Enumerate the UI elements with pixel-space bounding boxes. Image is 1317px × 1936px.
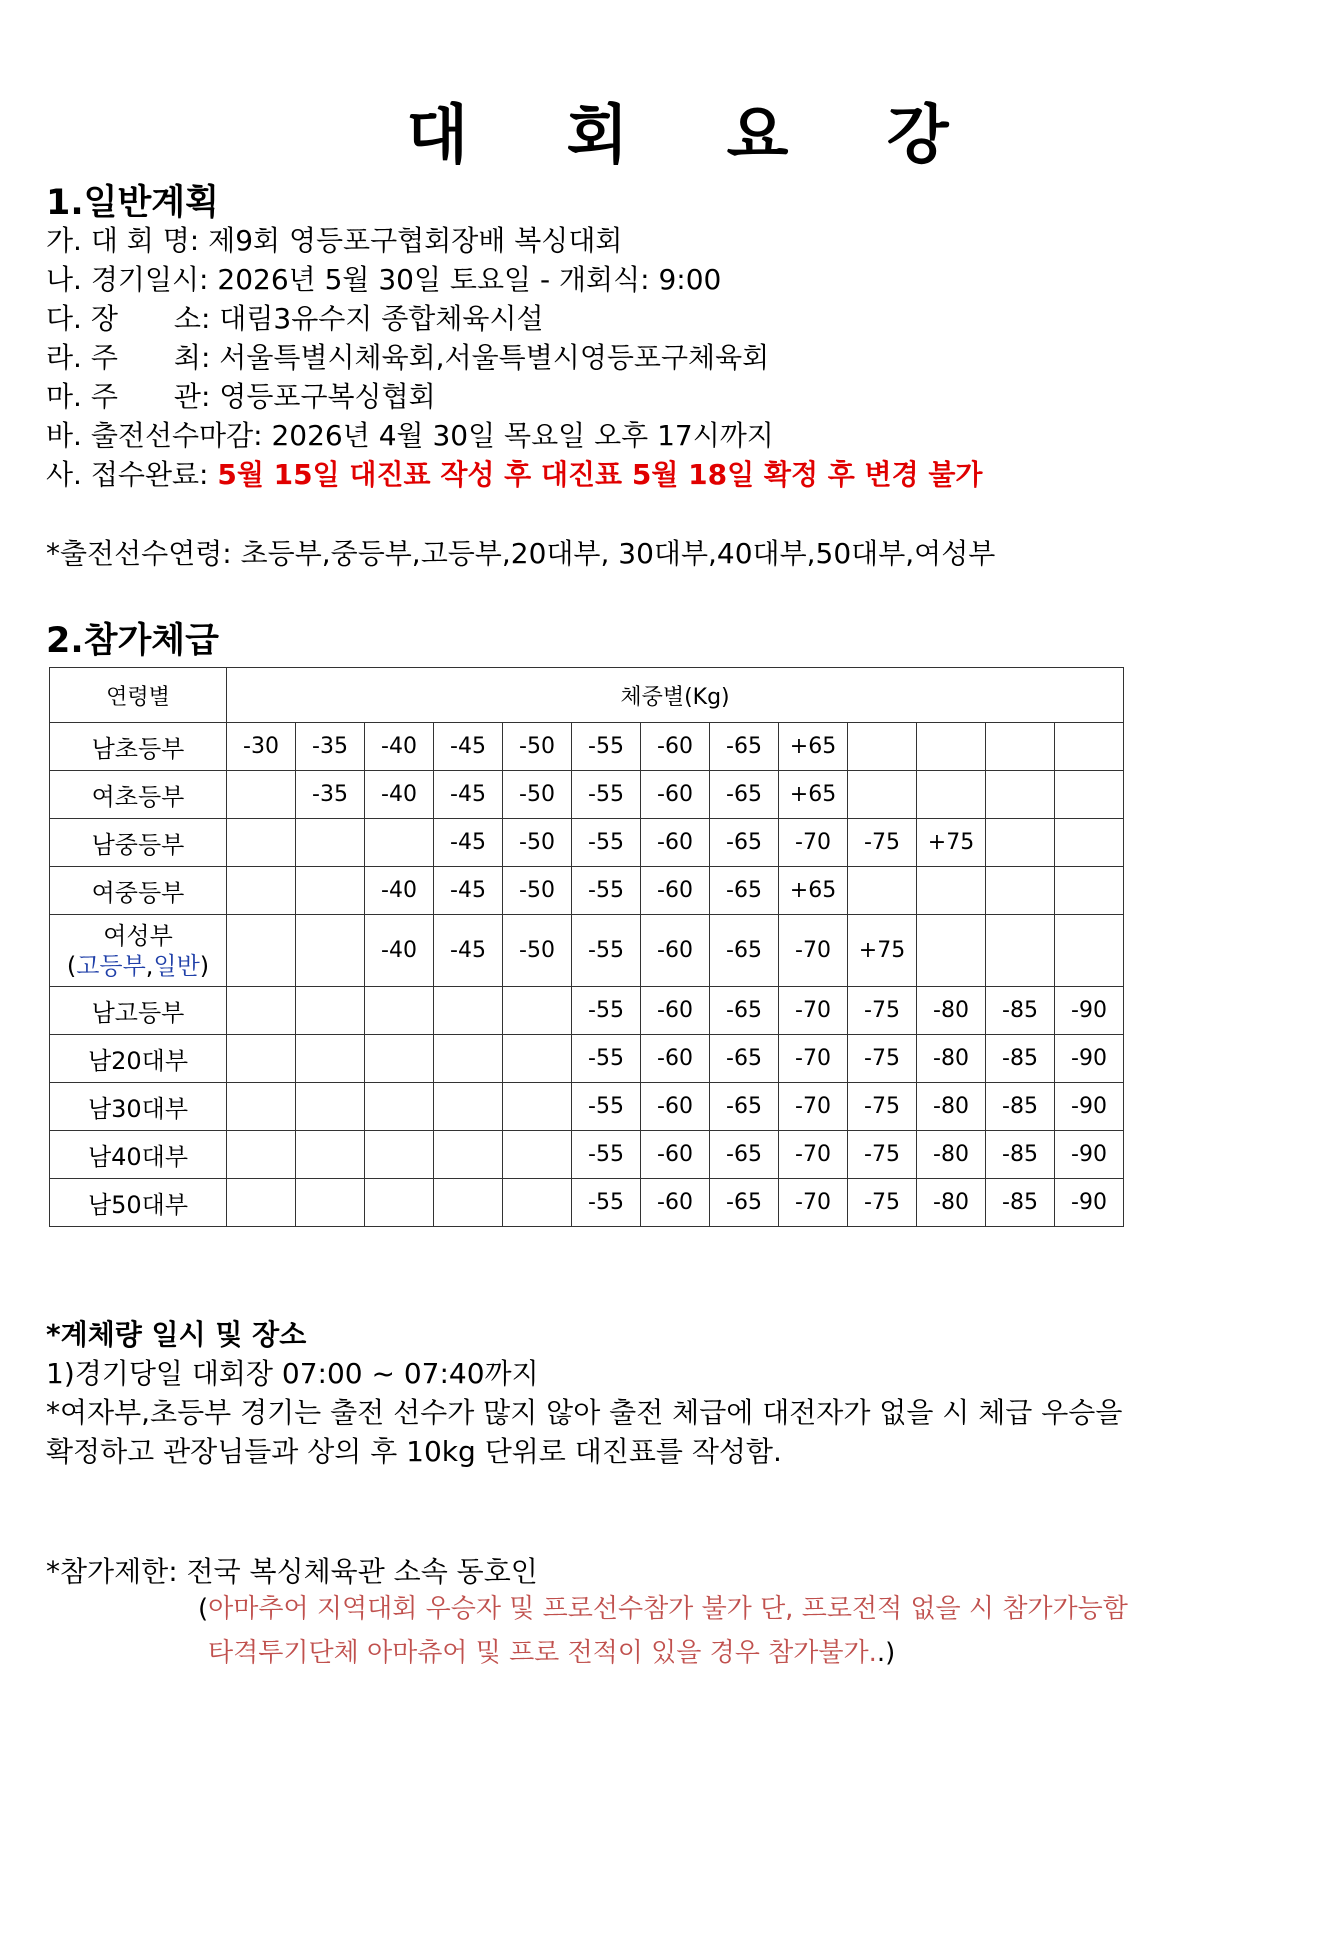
weight-cell (227, 771, 296, 819)
weight-cell (365, 1035, 434, 1083)
weight-cell: -85 (986, 1179, 1055, 1227)
section1-heading: 1.일반계획 (46, 183, 219, 223)
plan-label: 라. 주 최: (46, 341, 211, 374)
weight-cell: -60 (641, 987, 710, 1035)
weight-cell (917, 915, 986, 987)
weight-cell: -60 (641, 1083, 710, 1131)
restriction-note-text: 아마추어 지역대회 우승자 및 프로선수참가 불가 단, 프로전적 없을 시 참가가능함 (208, 1594, 1128, 1624)
weight-cell (917, 723, 986, 771)
weight-cell (434, 1179, 503, 1227)
weight-cell: -30 (227, 723, 296, 771)
weight-cell: -45 (434, 819, 503, 867)
weight-cell (986, 915, 1055, 987)
weight-cell: -70 (779, 915, 848, 987)
weight-cell: -35 (296, 723, 365, 771)
weight-cell: +65 (779, 723, 848, 771)
weight-cell (296, 987, 365, 1035)
weight-cell: -55 (572, 1131, 641, 1179)
weight-cell: -50 (503, 819, 572, 867)
header-age: 연령별 (50, 668, 227, 723)
restriction-note-2 (208, 1634, 895, 1672)
weight-cell: -65 (710, 987, 779, 1035)
restriction-note-1 (198, 1590, 1128, 1628)
table-row (50, 987, 1124, 1035)
weight-cell: -90 (1055, 1179, 1124, 1227)
weight-cell (917, 867, 986, 915)
age-group-label: 남40대부 (50, 1131, 227, 1179)
weigh-in-note: *여자부,초등부 경기는 출전 선수가 많지 않아 출전 체급에 대전자가 없을 시 체급 우승을 (46, 1396, 1123, 1429)
weight-cell (1055, 915, 1124, 987)
weight-cell (917, 771, 986, 819)
weight-cell: -45 (434, 771, 503, 819)
header-weight: 체중별(Kg) (227, 668, 1124, 723)
weight-cell: -65 (710, 771, 779, 819)
weight-cell: -80 (917, 1035, 986, 1083)
weight-cell: -80 (917, 1083, 986, 1131)
weight-cell: -85 (986, 1035, 1055, 1083)
weight-cell: -85 (986, 1083, 1055, 1131)
weight-cell: -40 (365, 867, 434, 915)
plan-label: 사. 접수완료: (46, 458, 209, 491)
weight-cell: -55 (572, 819, 641, 867)
weight-cell: -60 (641, 819, 710, 867)
weight-cell (365, 1083, 434, 1131)
plan-value: 대림3유수지 종합체육시설 (219, 302, 544, 335)
weight-cell: -70 (779, 1083, 848, 1131)
weight-cell (227, 1179, 296, 1227)
restriction-note-text: 타격투기단체 아마츄어 및 프로 전적이 있을 경우 참가불가. (208, 1638, 877, 1668)
weight-cell (296, 915, 365, 987)
plan-label: 바. 출전선수마감: (46, 419, 263, 452)
table-row (50, 915, 1124, 987)
weight-cell (503, 1083, 572, 1131)
weight-cell: -55 (572, 915, 641, 987)
weight-cell (848, 867, 917, 915)
weight-cell: -65 (710, 1035, 779, 1083)
weight-cell: -45 (434, 867, 503, 915)
weight-cell (434, 1083, 503, 1131)
weight-cell: -75 (848, 1083, 917, 1131)
plan-value: 2026년 5월 30일 토요일 - 개회식: 9:00 (217, 263, 722, 296)
weight-cell: -60 (641, 723, 710, 771)
weight-cell (503, 1179, 572, 1227)
age-group-label: 남50대부 (50, 1179, 227, 1227)
weigh-in-note-cont: 확정하고 관장님들과 상의 후 10kg 단위로 대진표를 작성함. (46, 1435, 782, 1468)
age-group-label: 남20대부 (50, 1035, 227, 1083)
weight-cell: -40 (365, 915, 434, 987)
weight-cell: -85 (986, 1131, 1055, 1179)
weight-cell (296, 1179, 365, 1227)
weight-cell (227, 1083, 296, 1131)
weight-cell (1055, 723, 1124, 771)
weight-cell: -75 (848, 1179, 917, 1227)
weight-cell: -75 (848, 1035, 917, 1083)
weight-cell (365, 1179, 434, 1227)
plan-value: 제9회 영등포구협회장배 복싱대회 (208, 224, 623, 257)
weight-cell: -60 (641, 771, 710, 819)
weight-cell (503, 1131, 572, 1179)
weight-cell: -80 (917, 987, 986, 1035)
weight-cell (1055, 867, 1124, 915)
weight-cell: -65 (710, 867, 779, 915)
section2-heading: 2.참가체급 (46, 621, 219, 661)
plan-line-organizer (46, 378, 436, 416)
weight-cell: -55 (572, 1083, 641, 1131)
age-groups-note: *출전선수연령: 초등부,중등부,고등부,20대부, 30대부,40대부,50대부,여성부 (46, 537, 996, 570)
plan-label: 가. 대 회 명: (46, 224, 200, 257)
table-row (50, 1035, 1124, 1083)
plan-line-name (46, 222, 622, 260)
plan-value: 2026년 4월 30일 목요일 오후 17시까지 (271, 419, 774, 452)
weight-cell: -50 (503, 915, 572, 987)
weight-cell (296, 819, 365, 867)
weigh-in-time: 1)경기당일 대회장 07:00 ~ 07:40까지 (46, 1357, 539, 1390)
age-group-label: 여중등부 (50, 867, 227, 915)
weight-cell: +65 (779, 867, 848, 915)
weight-cell: -55 (572, 867, 641, 915)
weight-cell (296, 1083, 365, 1131)
registration-warning: 5월 15일 대진표 작성 후 대진표 5월 18일 확정 후 변경 불가 (217, 458, 983, 491)
weight-cell (986, 771, 1055, 819)
plan-line-registration (46, 456, 982, 494)
weight-cell: -55 (572, 1035, 641, 1083)
weight-cell (503, 987, 572, 1035)
age-group-label: 남고등부 (50, 987, 227, 1035)
weight-cell: -45 (434, 723, 503, 771)
weight-cell (986, 819, 1055, 867)
weight-cell (1055, 819, 1124, 867)
weight-cell: -65 (710, 1083, 779, 1131)
weight-cell: -75 (848, 819, 917, 867)
plan-label: 다. 장 소: (46, 302, 211, 335)
close-paren: .) (876, 1638, 896, 1668)
weight-cell (227, 1131, 296, 1179)
weight-cell: -45 (434, 915, 503, 987)
weight-cell (227, 1035, 296, 1083)
table-row (50, 1131, 1124, 1179)
table-row (50, 771, 1124, 819)
weight-cell: -35 (296, 771, 365, 819)
plan-value: 영등포구복싱협회 (219, 380, 436, 413)
weight-cell: -85 (986, 987, 1055, 1035)
open-paren: ( (198, 1594, 209, 1624)
weight-cell (227, 915, 296, 987)
weight-cell: -80 (917, 1131, 986, 1179)
weight-cell: -65 (710, 915, 779, 987)
weight-cell: -65 (710, 1179, 779, 1227)
weight-cell: -65 (710, 723, 779, 771)
weight-cell: -65 (710, 819, 779, 867)
weight-cell (365, 1131, 434, 1179)
table-row (50, 723, 1124, 771)
weight-cell (434, 1035, 503, 1083)
weight-cell (365, 987, 434, 1035)
weight-cell (296, 1035, 365, 1083)
weight-cell: -90 (1055, 1131, 1124, 1179)
weight-cell: -55 (572, 987, 641, 1035)
weight-cell (503, 1035, 572, 1083)
weight-cell (848, 771, 917, 819)
weight-cell (296, 1131, 365, 1179)
weight-cell: -55 (572, 723, 641, 771)
weight-cell (1055, 771, 1124, 819)
age-group-sub: (고등부,일반) (66, 951, 210, 980)
plan-label: 나. 경기일시: (46, 263, 209, 296)
weight-cell: -55 (572, 1179, 641, 1227)
weight-cell: -70 (779, 987, 848, 1035)
weight-cell (365, 819, 434, 867)
weight-cell: -60 (641, 915, 710, 987)
weight-cell: -90 (1055, 1083, 1124, 1131)
plan-line-date (46, 261, 721, 299)
table-row (50, 1083, 1124, 1131)
plan-line-deadline (46, 417, 774, 455)
weight-cell (227, 867, 296, 915)
weight-cell: -90 (1055, 1035, 1124, 1083)
weight-cell (848, 723, 917, 771)
weight-cell (227, 819, 296, 867)
weight-cell: +65 (779, 771, 848, 819)
table-row (50, 1179, 1124, 1227)
plan-line-venue (46, 300, 544, 338)
weight-cell (986, 867, 1055, 915)
weight-cell: -50 (503, 723, 572, 771)
weight-cell: -50 (503, 867, 572, 915)
age-group-label: 남30대부 (50, 1083, 227, 1131)
weight-cell: -60 (641, 867, 710, 915)
weight-cell: -90 (1055, 987, 1124, 1035)
table-header-row (50, 668, 1124, 723)
weight-cell: -60 (641, 1131, 710, 1179)
weight-cell (296, 867, 365, 915)
weight-cell: -70 (779, 819, 848, 867)
weight-cell: +75 (848, 915, 917, 987)
weight-cell: -60 (641, 1035, 710, 1083)
age-group-name: 여성부 (103, 921, 173, 950)
weight-cell: -50 (503, 771, 572, 819)
weight-cell (227, 987, 296, 1035)
weight-class-table (49, 667, 1124, 1227)
weight-cell: -75 (848, 987, 917, 1035)
weight-cell: -60 (641, 1179, 710, 1227)
weight-cell: -40 (365, 771, 434, 819)
weight-cell: -65 (710, 1131, 779, 1179)
age-group-label: 남초등부 (50, 723, 227, 771)
weight-cell: -40 (365, 723, 434, 771)
weigh-in-heading: *계체량 일시 및 장소 (46, 1318, 307, 1351)
weight-cell: +75 (917, 819, 986, 867)
age-group-label: 남중등부 (50, 819, 227, 867)
weight-cell (434, 987, 503, 1035)
age-group-label (50, 915, 227, 987)
table-row (50, 819, 1124, 867)
weight-cell: -75 (848, 1131, 917, 1179)
age-group-label: 여초등부 (50, 771, 227, 819)
table-row (50, 867, 1124, 915)
weight-cell: -70 (779, 1035, 848, 1083)
weight-cell (986, 723, 1055, 771)
weight-cell: -80 (917, 1179, 986, 1227)
restriction-heading: *참가제한: 전국 복싱체육관 소속 동호인 (46, 1555, 538, 1588)
weight-cell: -55 (572, 771, 641, 819)
plan-label: 마. 주 관: (46, 380, 211, 413)
page-title: 대 회 요 강 (406, 99, 987, 173)
weight-cell (434, 1131, 503, 1179)
plan-line-host (46, 339, 769, 377)
weight-cell: -70 (779, 1179, 848, 1227)
weight-cell: -70 (779, 1131, 848, 1179)
plan-value: 서울특별시체육회,서울특별시영등포구체육회 (219, 341, 770, 374)
